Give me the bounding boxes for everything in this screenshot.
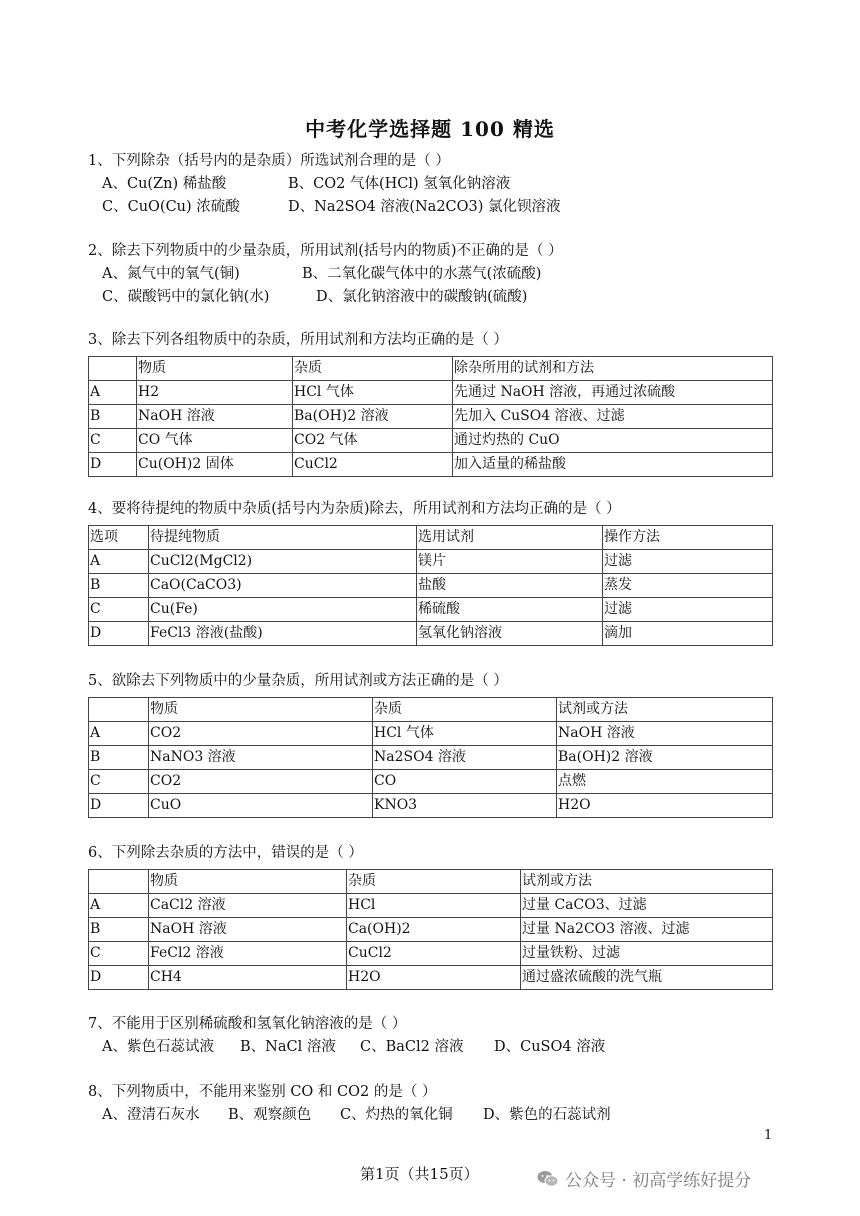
table-cell: Ba(OH)2 溶液 (557, 746, 773, 770)
question-stem: 6、下列除去杂质的方法中，错误的是（ ） (88, 845, 363, 861)
question-table (88, 869, 773, 990)
table-row (89, 770, 773, 794)
table-cell (89, 870, 149, 894)
question-stem: 3、除去下列各组物质中的杂质，所用试剂和方法均正确的是（ ） (88, 332, 508, 348)
table-cell: NaNO3 溶液 (149, 746, 373, 770)
table-cell: CuCl2(MgCl2) (149, 550, 417, 574)
table-cell: 滴加 (603, 622, 773, 646)
option-row (88, 263, 778, 286)
table-cell: 先加入 CuSO4 溶液、过滤 (453, 405, 773, 429)
option-c: C、碳酸钙中的氯化钠(水) (102, 289, 270, 305)
table-cell: A (89, 550, 149, 574)
table-row (89, 574, 773, 598)
table-row (89, 453, 773, 477)
option-d: D、Na2SO4 溶液(Na2CO3) 氯化钡溶液 (288, 199, 561, 215)
table-cell: FeCl2 溶液 (149, 942, 347, 966)
table-cell: FeCl3 溶液(盐酸) (149, 622, 417, 646)
option-row (88, 286, 778, 309)
table-header-row (89, 698, 773, 722)
option-a: A、澄清石灰水 (102, 1107, 200, 1123)
table-cell: CaCl2 溶液 (149, 894, 347, 918)
table-cell: D (89, 622, 149, 646)
wechat-icon (537, 1170, 559, 1188)
table-row (89, 550, 773, 574)
table-cell: HCl 气体 (373, 722, 557, 746)
question-8 (88, 1081, 778, 1127)
table-cell: A (89, 894, 149, 918)
table-cell: NaOH 溶液 (137, 405, 293, 429)
table-cell: CH4 (149, 966, 347, 990)
option-c: C、CuO(Cu) 浓硫酸 (102, 199, 240, 215)
table-cell: 盐酸 (417, 574, 603, 598)
table-row (89, 622, 773, 646)
table-cell: NaOH 溶液 (557, 722, 773, 746)
table-cell: H2 (137, 381, 293, 405)
option-d: D、CuSO4 溶液 (494, 1039, 606, 1055)
question-5 (88, 670, 778, 818)
table-cell: 操作方法 (603, 526, 773, 550)
table-cell: 过量铁粉、过滤 (521, 942, 773, 966)
question-stem: 5、欲除去下列物质中的少量杂质，所用试剂或方法正确的是（ ） (88, 673, 508, 689)
table-row (89, 405, 773, 429)
option-d: D、紫色的石蕊试剂 (483, 1107, 611, 1123)
table-cell: B (89, 746, 149, 770)
table-cell: C (89, 770, 149, 794)
table-cell (89, 357, 137, 381)
table-cell: C (89, 429, 137, 453)
table-cell: NaOH 溶液 (149, 918, 347, 942)
table-row (89, 918, 773, 942)
table-cell: 除杂所用的试剂和方法 (453, 357, 773, 381)
table-cell: Na2SO4 溶液 (373, 746, 557, 770)
table-cell: 过量 Na2CO3 溶液、过滤 (521, 918, 773, 942)
table-cell: CO 气体 (137, 429, 293, 453)
table-cell: Cu(OH)2 固体 (137, 453, 293, 477)
question-table (88, 525, 773, 646)
table-cell: Cu(Fe) (149, 598, 417, 622)
table-cell: A (89, 722, 149, 746)
table-cell: 过滤 (603, 550, 773, 574)
option-row (88, 1036, 778, 1059)
table-cell: D (89, 794, 149, 818)
table-cell: H2O (557, 794, 773, 818)
table-header-row (89, 357, 773, 381)
table-cell: 通过灼热的 CuO (453, 429, 773, 453)
table-cell: B (89, 574, 149, 598)
option-b: B、CO2 气体(HCl) 氢氧化钠溶液 (288, 176, 511, 192)
table-row (89, 429, 773, 453)
table-cell: CO2 气体 (293, 429, 453, 453)
table-cell: C (89, 598, 149, 622)
option-a: A、紫色石蕊试液 (102, 1039, 214, 1055)
option-c: C、BaCl2 溶液 (360, 1039, 464, 1055)
table-cell: CO (373, 770, 557, 794)
table-cell: 杂质 (293, 357, 453, 381)
table-row (89, 966, 773, 990)
page-footer: 第1页（共15页） (360, 1165, 479, 1183)
table-cell: 物质 (149, 870, 347, 894)
option-b: B、NaCl 溶液 (240, 1039, 336, 1055)
table-row (89, 722, 773, 746)
table-cell: D (89, 966, 149, 990)
table-cell: 点燃 (557, 770, 773, 794)
watermark-text: 公众号 · 初高学练好提分 (565, 1171, 752, 1191)
question-stem: 8、下列物质中，不能用来鉴别 CO 和 CO2 的是（ ） (88, 1084, 437, 1100)
table-header-row (89, 526, 773, 550)
option-b: B、观察颜色 (228, 1107, 312, 1123)
table-cell: CuO (149, 794, 373, 818)
table-cell: CuCl2 (347, 942, 521, 966)
table-cell: 镁片 (417, 550, 603, 574)
table-cell: H2O (347, 966, 521, 990)
table-cell: 物质 (149, 698, 373, 722)
table-row (89, 794, 773, 818)
table-cell: 杂质 (373, 698, 557, 722)
option-row (88, 196, 778, 219)
question-3 (88, 329, 778, 477)
table-cell: 氢氧化钠溶液 (417, 622, 603, 646)
question-stem: 4、要将待提纯的物质中杂质(括号内为杂质)除去，所用试剂和方法均正确的是（ ） (88, 501, 621, 517)
page-title: 中考化学选择题 100 精选 (305, 117, 555, 141)
option-row (88, 1104, 778, 1127)
table-cell: 待提纯物质 (149, 526, 417, 550)
option-c: C、灼热的氧化铜 (340, 1107, 453, 1123)
question-4 (88, 498, 778, 646)
table-cell: 通过盛浓硫酸的洗气瓶 (521, 966, 773, 990)
table-cell: CuCl2 (293, 453, 453, 477)
table-cell: Ca(OH)2 (347, 918, 521, 942)
question-7 (88, 1013, 778, 1059)
question-table (88, 697, 773, 818)
question-stem: 7、不能用于区别稀硫酸和氢氧化钠溶液的是（ ） (88, 1016, 407, 1032)
table-cell: HCl 气体 (293, 381, 453, 405)
question-6 (88, 842, 778, 990)
question-1 (88, 150, 778, 219)
question-2 (88, 240, 778, 309)
table-cell: 物质 (137, 357, 293, 381)
table-cell: 蒸发 (603, 574, 773, 598)
question-stem: 2、除去下列物质中的少量杂质，所用试剂(括号内的物质)不正确的是（ ） (88, 243, 563, 259)
table-cell: D (89, 453, 137, 477)
table-row (89, 942, 773, 966)
table-cell: C (89, 942, 149, 966)
table-cell: 先通过 NaOH 溶液，再通过浓硫酸 (453, 381, 773, 405)
table-cell: 加入适量的稀盐酸 (453, 453, 773, 477)
option-d: D、氯化钠溶液中的碳酸钠(硫酸) (316, 289, 528, 305)
table-cell: CO2 (149, 722, 373, 746)
table-cell: HCl (347, 894, 521, 918)
table-cell: 过量 CaCO3、过滤 (521, 894, 773, 918)
table-cell: A (89, 381, 137, 405)
table-row (89, 381, 773, 405)
table-row (89, 894, 773, 918)
table-cell: B (89, 918, 149, 942)
table-cell: 过滤 (603, 598, 773, 622)
question-table (88, 356, 773, 477)
table-cell: B (89, 405, 137, 429)
question-stem: 1、下列除杂（括号内的是杂质）所选试剂合理的是（ ） (88, 153, 450, 169)
table-cell: CO2 (149, 770, 373, 794)
table-cell: 杂质 (347, 870, 521, 894)
table-cell: Ba(OH)2 溶液 (293, 405, 453, 429)
table-row (89, 598, 773, 622)
table-cell: KNO3 (373, 794, 557, 818)
option-row (88, 173, 778, 196)
table-header-row (89, 870, 773, 894)
table-cell (89, 698, 149, 722)
table-cell: 选用试剂 (417, 526, 603, 550)
table-cell: 试剂或方法 (521, 870, 773, 894)
option-a: A、氮气中的氧气(铜) (102, 266, 240, 282)
table-cell: CaO(CaCO3) (149, 574, 417, 598)
watermark (537, 1166, 751, 1191)
page-number: 1 (764, 1128, 773, 1143)
table-cell: 稀硫酸 (417, 598, 603, 622)
option-b: B、二氧化碳气体中的水蒸气(浓硫酸) (302, 266, 542, 282)
table-row (89, 746, 773, 770)
table-cell: 选项 (89, 526, 149, 550)
option-a: A、Cu(Zn) 稀盐酸 (102, 176, 227, 192)
table-cell: 试剂或方法 (557, 698, 773, 722)
